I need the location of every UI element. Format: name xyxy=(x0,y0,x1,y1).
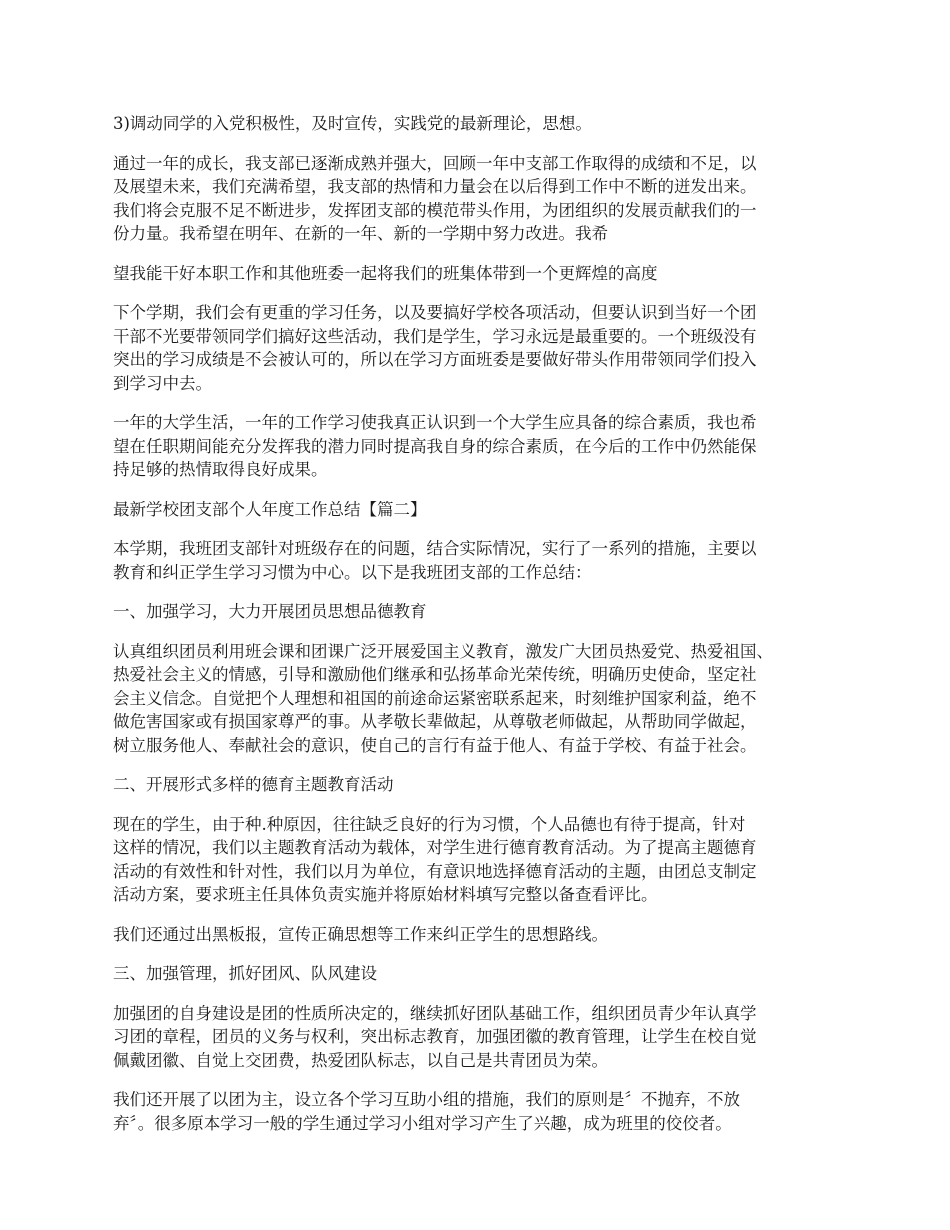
paragraph-blackboard: 我们还通过出黑板报，宣传正确思想等工作来纠正学生的思想路线。 xyxy=(113,924,608,944)
paragraph-management: 加强团的自身建设是团的性质所决定的，继续抓好团队基础工作，组织团员青少年认真学 习团的章程，团员的义务与权利，突出标志教育，加强团徽的教育管理，让学生在校自觉 佩戴团徽、自觉上交团费，热爱团队标志，以自己是共青团员为荣。 xyxy=(113,1003,757,1070)
paragraph-patriotic-education: 认真组织团员利用班会课和团课广泛开展爱国主义教育，激发广大团员热爱党、热爱祖国、 热爱社会主义的情感，引导和激励他们继承和弘扬革命光荣传统，明确历史使命，坚定社 会主义信念。自觉把个人理想和祖国的前途命运紧密联系起来，时刻维护国家利益，绝不 做危害国家或有损国家尊严的事。从孝敬长辈做起，从尊敬老师做起，从帮助同学做起， 树立服务他人、奉献社会的意识，使自己的言行有益于他人、有益于学校、有益于社会。 xyxy=(113,641,773,755)
heading-section-three: 三、加强管理，抓好团风、队风建设 xyxy=(113,964,377,983)
paragraph-review: 通过一年的成长，我支部已逐渐成熟并强大，回顾一年中支部工作取得的成绩和不足，以 及展望未来，我们充满希望，我支部的热情和力量会在以后得到工作中不断的迸发出来。 我们将会克服不足不断进步，发挥团支部的模范带头作用，为团组织的发展贡献我们的一 份力量。我希望在明年、在新的一年、新的一学期中努力改进。我希 xyxy=(113,153,757,243)
document-body xyxy=(113,112,853,1151)
paragraph-intro-item-3: 3)调动同学的入党积极性，及时宣传，实践党的最新理论，思想。 xyxy=(113,114,592,133)
paragraph-theme-activities: 现在的学生，由于种.种原因，往往缺乏良好的行为习惯，个人品德也有待于提高，针对 这样的情况，我们以主题教育活动为载体，对学生进行德育教育活动。为了提高主题德育 活动的有效性和针对性，我们以月为单位，有意识地选择德育活动的主题，由团总支制定 活动方案，要求班主任具体负责实施并将原始材料填写完整以备查看评比。 xyxy=(113,814,757,904)
section-title-part-two: 最新学校团支部个人年度工作总结【篇二】 xyxy=(113,499,427,519)
paragraph-next-semester: 下个学期，我们会有更重的学习任务，以及要搞好学校各项活动，但要认识到当好一个团 干部不光要带领同学们搞好这些活动，我们是学生，学习永远是最重要的。一个班级没有 突出的学习成绩是不会被认可的，所以在学习方面班委是要做好带头作用带领同学们投入 到学习中去。 xyxy=(113,303,757,393)
paragraph-semester-summary: 本学期，我班团支部针对班级存在的问题，结合实际情况，实行了一系列的措施，主要以 教育和纠正学生学习习惯为中心。以下是我班团支部的工作总结： xyxy=(113,539,757,582)
heading-section-two: 二、开展形式多样的德育主题教育活动 xyxy=(113,775,394,794)
heading-section-one: 一、加强学习，大力开展团员思想品德教育 xyxy=(113,602,427,621)
paragraph-university-life: 一年的大学生活，一年的工作学习使我真正认识到一个大学生应具备的综合素质，我也希 望在任职期间能充分发挥我的潜力同时提高我自身的综合素质，在今后的工作中仍然能保 持足够的热情取得良好成果。 xyxy=(113,413,757,479)
paragraph-study-groups: 我们还开展了以团为主，设立各个学习互助小组的措施，我们的原则是〞不抛弃，不放 弃〞。很多原本学习一般的学生通过学习小组对学习产生了兴趣，成为班里的佼佼者。 xyxy=(113,1090,740,1133)
paragraph-hope: 望我能干好本职工作和其他班委一起将我们的班集体带到一个更辉煌的高度 xyxy=(113,263,658,283)
